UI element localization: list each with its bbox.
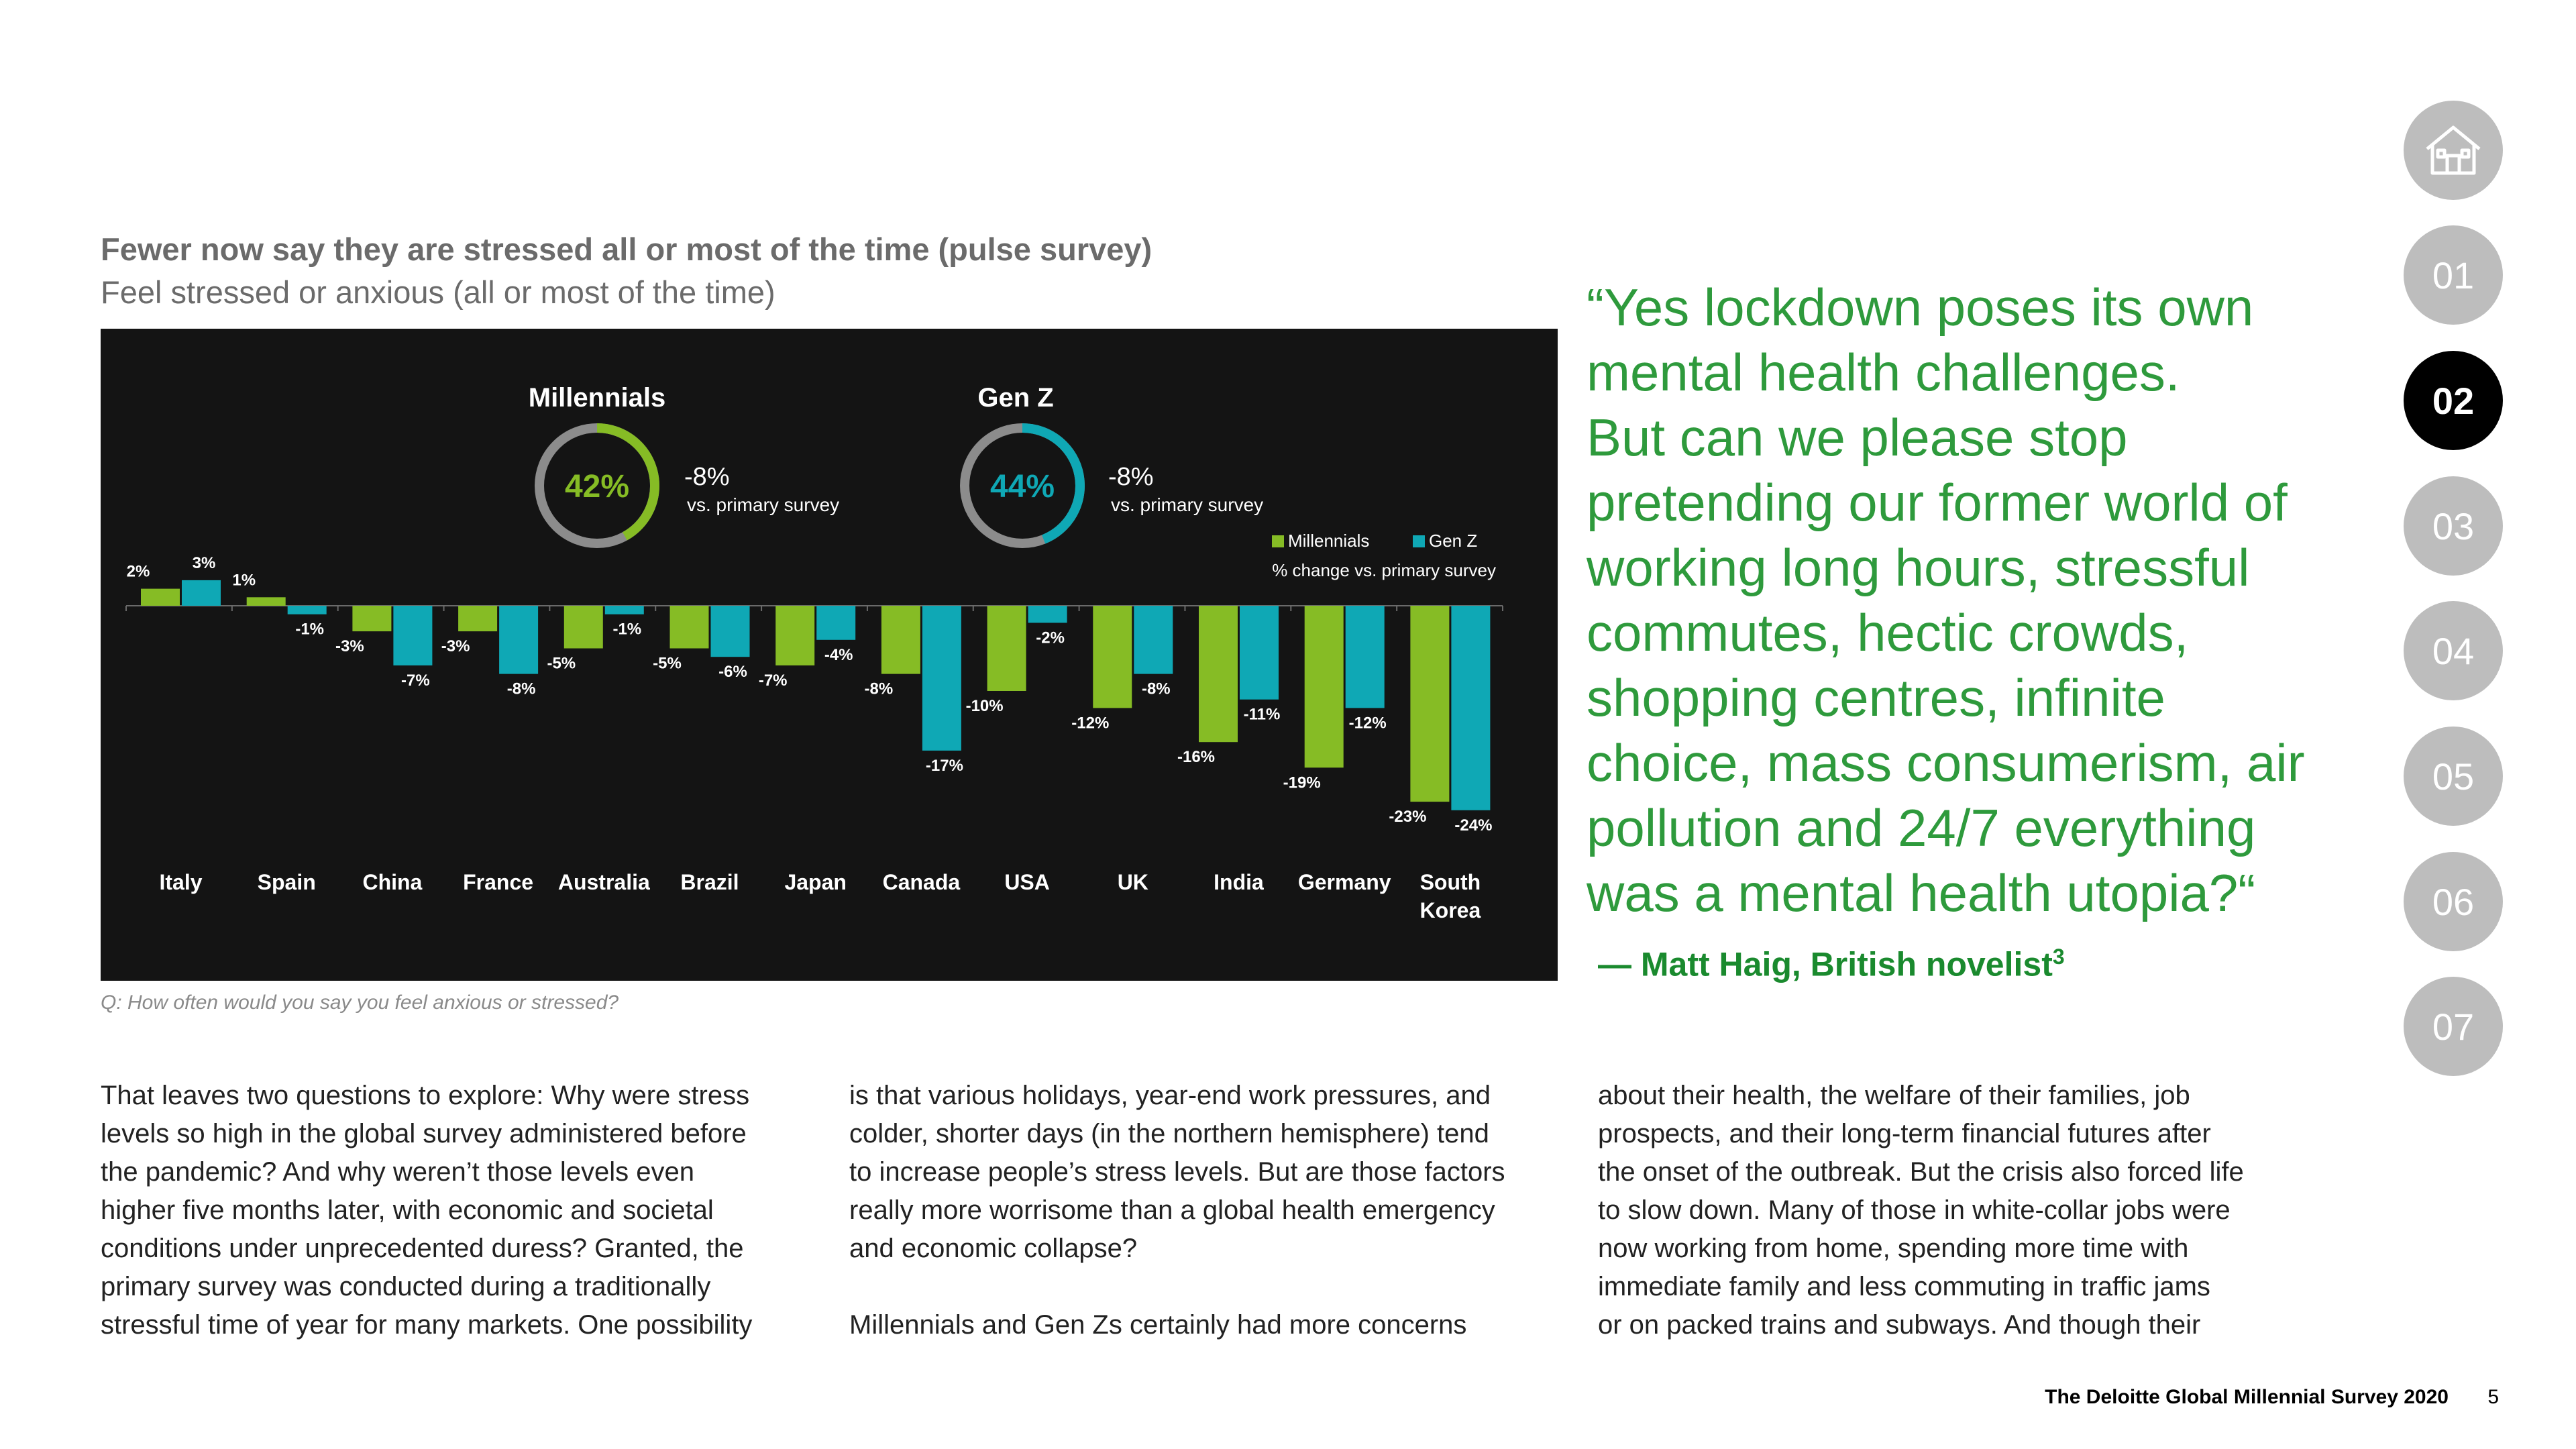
bar-gen-z xyxy=(1028,606,1067,623)
bar-millennials xyxy=(775,606,814,665)
page-number: 5 xyxy=(2487,1386,2499,1408)
bar-millennials xyxy=(564,606,603,649)
data-label-gen-z: -4% xyxy=(824,645,853,664)
data-label-gen-z: -1% xyxy=(612,620,642,639)
bar-millennials xyxy=(881,606,920,674)
data-label-gen-z: 3% xyxy=(192,553,216,572)
chart-title: Fewer now say they are stressed all or most of the time (pulse survey) xyxy=(101,231,1152,267)
summary-label-millennials: Millennials xyxy=(528,383,666,413)
chart-subtitle: Feel stressed or anxious (all or most of the time) xyxy=(101,274,775,310)
data-label-gen-z: -1% xyxy=(295,620,325,639)
summary-change-millennials: -8% xyxy=(684,463,730,491)
bar-millennials xyxy=(352,606,391,631)
bar-millennials xyxy=(1410,606,1449,802)
footer-title: The Deloitte Global Millennial Survey 2020 xyxy=(2045,1386,2449,1408)
data-label-gen-z: -8% xyxy=(506,680,536,698)
body-column-2: is that various holidays, year-end work pressures, and colder, shorter days (in the northern hemisphere) tend to increase people’s stress levels. But are those factors really more worrisome than a global health emergency and economic collapse? Millennials and Gen Zs certainly had more concerns xyxy=(849,1081,1505,1340)
stress-bar-chart xyxy=(101,329,1558,981)
bar-millennials xyxy=(458,606,497,631)
data-label-gen-z: -2% xyxy=(1036,629,1065,647)
bar-gen-z xyxy=(1240,606,1279,700)
bar-millennials xyxy=(1305,606,1344,767)
data-label-gen-z: -8% xyxy=(1141,680,1171,698)
nav-section-02[interactable]: 02 xyxy=(2404,351,2503,450)
bar-gen-z xyxy=(1346,606,1385,708)
bar-gen-z xyxy=(1451,606,1490,810)
bar-millennials xyxy=(1093,606,1132,708)
legend-label-gen-z: Gen Z xyxy=(1429,531,1478,551)
bar-millennials xyxy=(670,606,709,649)
category-label: South xyxy=(1419,870,1481,894)
data-label-gen-z: -7% xyxy=(401,671,430,690)
summary-value-gen-z: 44% xyxy=(989,469,1055,504)
legend-swatch-gen-z xyxy=(1413,535,1425,547)
bar-millennials xyxy=(987,606,1026,691)
category-label: UK xyxy=(1117,870,1148,894)
bar-gen-z xyxy=(816,606,855,640)
pull-quote: “Yes lockdown poses its own mental health challenges. But can we please stop pretending our former world of working long hours, stressful commutes, hectic crowds, shopping centres, infinite choice, mass consumerism, air pollution and 24/7 everything was a mental health utopia?“ xyxy=(1587,278,2305,922)
category-label: India xyxy=(1214,870,1264,894)
nav-section-03[interactable]: 03 xyxy=(2404,476,2503,576)
quote-attribution xyxy=(1598,945,2065,984)
bar-millennials xyxy=(247,597,286,606)
data-label-millennials: -19% xyxy=(1283,773,1321,792)
home-button[interactable] xyxy=(2404,101,2503,200)
bar-gen-z xyxy=(605,606,644,614)
summary-change-note-millennials: vs. primary survey xyxy=(687,494,840,515)
data-label-gen-z: -6% xyxy=(718,663,747,682)
summary-change-gen-z: -8% xyxy=(1108,463,1154,491)
category-label: France xyxy=(463,870,534,894)
data-label-millennials: 2% xyxy=(126,562,150,581)
bar-millennials xyxy=(141,589,180,606)
bar-gen-z xyxy=(393,606,432,665)
legend-note: % change vs. primary survey xyxy=(1272,560,1496,580)
category-label: Brazil xyxy=(680,870,739,894)
nav-section-06[interactable]: 06 xyxy=(2404,852,2503,951)
category-label: Germany xyxy=(1297,870,1391,894)
category-label: Australia xyxy=(557,870,650,894)
bar-gen-z xyxy=(1134,606,1173,674)
category-label: USA xyxy=(1004,870,1050,894)
data-label-millennials: -5% xyxy=(547,654,576,673)
data-label-gen-z: -12% xyxy=(1348,714,1387,733)
data-label-gen-z: -24% xyxy=(1454,816,1493,835)
bar-gen-z xyxy=(922,606,961,751)
data-label-millennials: -3% xyxy=(441,637,470,656)
bar-millennials xyxy=(1199,606,1238,742)
legend-label-millennials: Millennials xyxy=(1288,531,1370,551)
chart-panel xyxy=(101,329,1558,981)
home-icon xyxy=(2423,123,2483,177)
body-column-3: about their health, the welfare of their families, job prospects, and their long-term financial futures after the onset of the outbreak. But the crisis also forced life to slow down. Many of those in white-collar jobs were now working from home, spending more time with immediate family and less commuting in traffic jams or on packed trains and subways. And though their xyxy=(1598,1081,2244,1340)
bar-gen-z xyxy=(288,606,327,614)
body-column-1: That leaves two questions to explore: Why were stress levels so high in the global survey administered before the pandemic? And why weren’t those levels even higher five months later, with economic and societal conditions under unprecedented duress? Granted, the primary survey was conducted during a traditionally stressful time of year for many markets. One possibility xyxy=(101,1081,753,1340)
data-label-millennials: -5% xyxy=(653,654,682,673)
category-label: Canada xyxy=(882,870,961,894)
data-label-millennials: -12% xyxy=(1071,714,1110,733)
category-label: Italy xyxy=(159,870,203,894)
nav-section-07[interactable]: 07 xyxy=(2404,977,2503,1076)
category-label: Spain xyxy=(257,870,316,894)
nav-section-01[interactable]: 01 xyxy=(2404,225,2503,325)
chart-footnote: Q: How often would you say you feel anxious or stressed? xyxy=(101,991,619,1014)
category-label: Korea xyxy=(1419,898,1481,922)
data-label-millennials: -10% xyxy=(965,697,1004,715)
category-label: Japan xyxy=(784,870,847,894)
data-label-millennials: -7% xyxy=(758,671,788,690)
nav-section-05[interactable]: 05 xyxy=(2404,727,2503,826)
bar-gen-z xyxy=(182,580,221,606)
quote-attribution-ref: 3 xyxy=(2052,945,2065,969)
data-label-millennials: -3% xyxy=(335,637,364,656)
nav-section-04[interactable]: 04 xyxy=(2404,601,2503,700)
data-label-gen-z: -11% xyxy=(1243,705,1281,724)
bar-gen-z xyxy=(499,606,538,674)
data-label-millennials: -16% xyxy=(1177,748,1216,767)
quote-attribution-text: — Matt Haig, British novelist xyxy=(1598,945,2053,983)
legend-swatch-millennials xyxy=(1272,535,1284,547)
data-label-gen-z: -17% xyxy=(925,756,963,775)
summary-value-millennials: 42% xyxy=(564,469,630,504)
summary-label-gen-z: Gen Z xyxy=(977,383,1054,413)
data-label-millennials: -23% xyxy=(1389,808,1427,826)
category-label: China xyxy=(362,870,423,894)
data-label-millennials: -8% xyxy=(864,680,894,698)
summary-change-note-gen-z: vs. primary survey xyxy=(1111,494,1264,515)
bar-gen-z xyxy=(711,606,750,657)
data-label-millennials: 1% xyxy=(232,571,256,590)
